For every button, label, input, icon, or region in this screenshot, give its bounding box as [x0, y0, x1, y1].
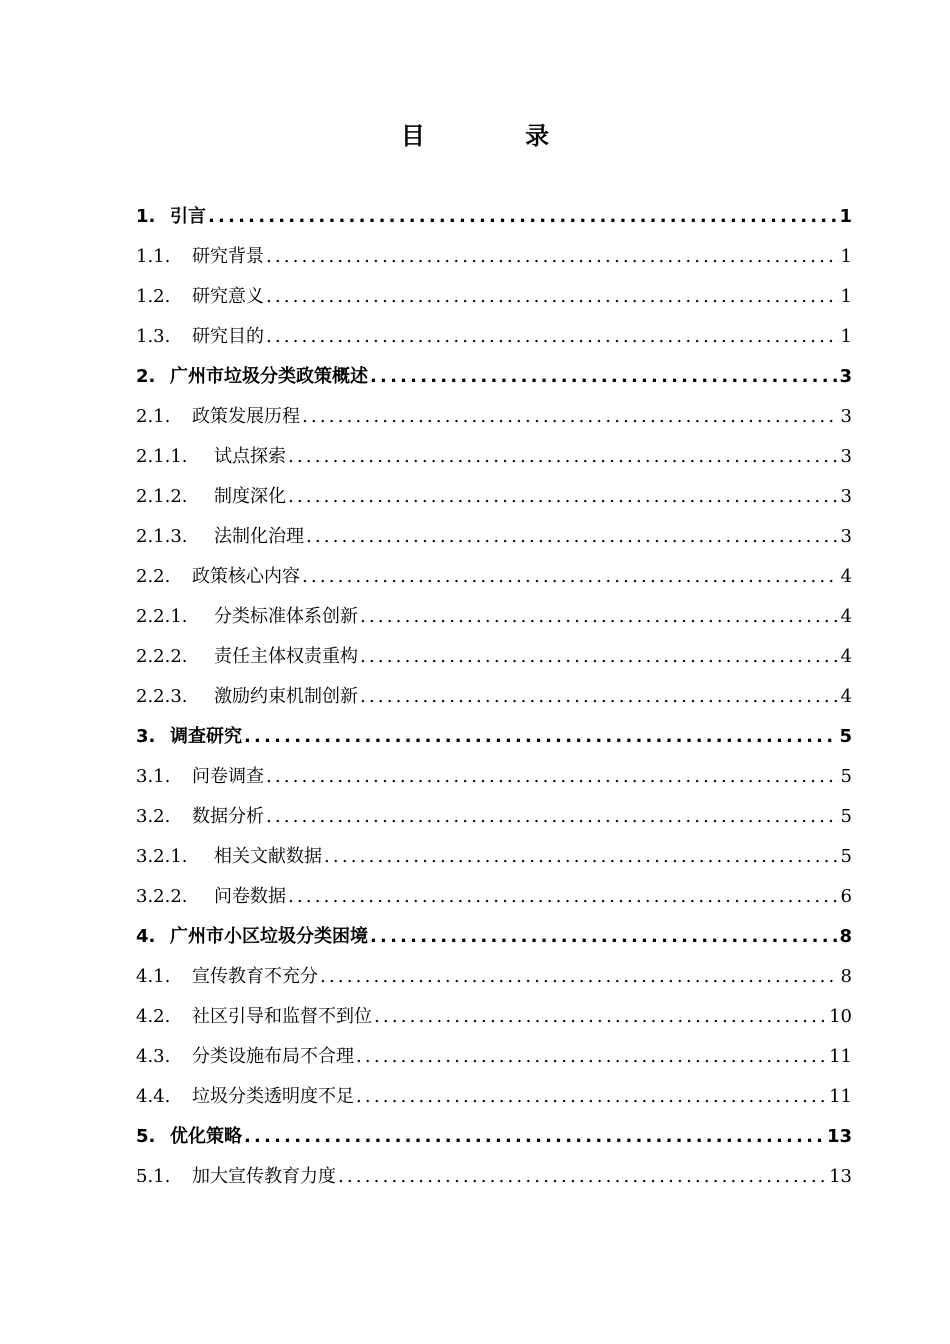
toc-entry-page-number: 4	[840, 686, 852, 707]
toc-entry-number: 2.2.1.	[136, 606, 188, 627]
toc-entry-title: 政策发展历程	[192, 406, 300, 427]
toc-entry[interactable]	[136, 317, 852, 357]
toc-dot-leader	[356, 1037, 827, 1077]
toc-entry-number: 2.	[136, 366, 156, 387]
toc-entry-title: 研究意义	[192, 286, 264, 307]
toc-entry-title: 引言	[170, 206, 206, 227]
toc-entry-number: 1.	[136, 206, 156, 227]
toc-entry-page-number: 8	[840, 966, 852, 987]
toc-dot-leader	[360, 597, 839, 637]
toc-entry-title: 问卷调查	[192, 766, 264, 787]
toc-entry[interactable]	[136, 197, 852, 237]
toc-entry-title: 法制化治理	[214, 526, 304, 547]
toc-entry-title: 调查研究	[170, 726, 242, 747]
toc-entry[interactable]	[136, 277, 852, 317]
toc-entry[interactable]	[136, 877, 852, 917]
toc-entry-title: 问卷数据	[214, 886, 286, 907]
toc-entry-title: 研究目的	[192, 326, 264, 347]
toc-entry-number: 2.1.2.	[136, 486, 188, 507]
toc-entry-title: 激励约束机制创新	[214, 686, 358, 707]
toc-entry-number: 1.3.	[136, 326, 171, 347]
toc-entry-page-number: 4	[840, 606, 852, 627]
toc-dot-leader	[338, 1157, 827, 1197]
toc-entry-title: 分类设施布局不合理	[192, 1046, 354, 1067]
toc-entry[interactable]	[136, 757, 852, 797]
toc-entry-number: 3.2.1.	[136, 846, 188, 867]
table-of-contents	[136, 197, 852, 1197]
toc-entry-title: 垃圾分类透明度不足	[192, 1086, 354, 1107]
toc-title: 目 录	[400, 122, 596, 150]
toc-entry[interactable]	[136, 237, 852, 277]
toc-entry[interactable]	[136, 597, 852, 637]
toc-entry[interactable]	[136, 477, 852, 517]
toc-entry-page-number: 11	[829, 1086, 852, 1107]
toc-entry[interactable]	[136, 837, 852, 877]
toc-entry-number: 3.2.2.	[136, 886, 188, 907]
toc-entry-number: 2.2.2.	[136, 646, 188, 667]
toc-entry-number: 3.1.	[136, 766, 171, 787]
toc-entry-title: 加大宣传教育力度	[192, 1166, 336, 1187]
toc-dot-leader	[370, 917, 837, 957]
toc-entry-number: 5.1.	[136, 1166, 171, 1187]
toc-entry-number: 4.3.	[136, 1046, 171, 1067]
toc-entry-page-number: 3	[839, 366, 852, 387]
toc-entry-number: 4.	[136, 926, 156, 947]
toc-entry-page-number: 5	[840, 766, 852, 787]
toc-dot-leader	[266, 757, 839, 797]
toc-entry-page-number: 5	[839, 726, 852, 747]
toc-entry-title: 相关文献数据	[214, 846, 322, 867]
toc-dot-leader	[360, 677, 839, 717]
toc-entry[interactable]	[136, 957, 852, 997]
toc-dot-leader	[244, 1117, 825, 1157]
toc-entry[interactable]	[136, 1157, 852, 1197]
toc-entry-page-number: 3	[840, 526, 852, 547]
toc-entry-number: 2.1.3.	[136, 526, 188, 547]
toc-entry-page-number: 3	[840, 406, 852, 427]
toc-dot-leader	[208, 197, 837, 237]
toc-entry-title: 广州市垃圾分类政策概述	[170, 366, 368, 387]
toc-dot-leader	[288, 477, 839, 517]
toc-entry-title: 优化策略	[170, 1126, 242, 1147]
toc-entry-number: 2.2.	[136, 566, 171, 587]
toc-entry-number: 4.4.	[136, 1086, 171, 1107]
toc-entry[interactable]	[136, 997, 852, 1037]
toc-entry-page-number: 10	[829, 1006, 852, 1027]
toc-entry-page-number: 11	[829, 1046, 852, 1067]
toc-entry-page-number: 3	[840, 486, 852, 507]
toc-entry-number: 4.2.	[136, 1006, 171, 1027]
toc-entry[interactable]	[136, 797, 852, 837]
toc-dot-leader	[288, 877, 839, 917]
toc-entry-number: 2.1.1.	[136, 446, 188, 467]
toc-dot-leader	[360, 637, 839, 677]
toc-entry-page-number: 5	[840, 846, 852, 867]
toc-entry[interactable]	[136, 677, 852, 717]
toc-entry-page-number: 4	[840, 566, 852, 587]
toc-entry-title: 数据分析	[192, 806, 264, 827]
toc-entry-page-number: 1	[840, 326, 852, 347]
toc-entry-number: 3.	[136, 726, 156, 747]
toc-entry-page-number: 6	[840, 886, 852, 907]
toc-entry-page-number: 1	[840, 286, 852, 307]
toc-dot-leader	[302, 557, 839, 597]
toc-entry-title: 政策核心内容	[192, 566, 300, 587]
toc-entry-number: 2.2.3.	[136, 686, 188, 707]
toc-dot-leader	[266, 277, 839, 317]
toc-entry-page-number: 3	[840, 446, 852, 467]
toc-entry-title: 研究背景	[192, 246, 264, 267]
toc-entry-page-number: 8	[839, 926, 852, 947]
toc-entry-page-number: 13	[826, 1126, 852, 1147]
toc-entry[interactable]	[136, 357, 852, 397]
toc-entry-title: 社区引导和监督不到位	[192, 1006, 372, 1027]
toc-entry[interactable]	[136, 917, 852, 957]
toc-entry-page-number: 5	[840, 806, 852, 827]
toc-entry-number: 2.1.	[136, 406, 171, 427]
toc-entry[interactable]	[136, 717, 852, 757]
toc-dot-leader	[374, 997, 827, 1037]
toc-entry-page-number: 1	[840, 246, 852, 267]
toc-entry[interactable]	[136, 397, 852, 437]
toc-entry-number: 1.2.	[136, 286, 171, 307]
toc-entry[interactable]	[136, 1037, 852, 1077]
toc-entry-title: 试点探索	[214, 446, 286, 467]
toc-entry-page-number: 1	[839, 206, 852, 227]
toc-entry[interactable]	[136, 1117, 852, 1157]
toc-dot-leader	[266, 797, 839, 837]
toc-entry[interactable]	[136, 437, 852, 477]
toc-entry-title: 责任主体权责重构	[214, 646, 358, 667]
toc-entry-number: 5.	[136, 1126, 156, 1147]
toc-dot-leader	[244, 717, 837, 757]
toc-entry-page-number: 13	[829, 1166, 852, 1187]
toc-entry[interactable]	[136, 517, 852, 557]
toc-entry-title: 制度深化	[214, 486, 286, 507]
toc-dot-leader	[266, 317, 839, 357]
toc-dot-leader	[266, 237, 839, 277]
toc-entry[interactable]	[136, 1077, 852, 1117]
toc-dot-leader	[356, 1077, 827, 1117]
toc-entry-page-number: 4	[840, 646, 852, 667]
toc-entry[interactable]	[136, 557, 852, 597]
toc-entry-title: 宣传教育不充分	[192, 966, 318, 987]
toc-dot-leader	[324, 837, 839, 877]
toc-dot-leader	[320, 957, 839, 997]
toc-dot-leader	[302, 397, 839, 437]
toc-dot-leader	[288, 437, 839, 477]
toc-entry-title: 分类标准体系创新	[214, 606, 358, 627]
toc-entry-number: 4.1.	[136, 966, 171, 987]
toc-entry-number: 1.1.	[136, 246, 171, 267]
toc-entry[interactable]	[136, 637, 852, 677]
toc-dot-leader	[370, 357, 837, 397]
toc-dot-leader	[306, 517, 839, 557]
toc-entry-title: 广州市小区垃圾分类困境	[170, 926, 368, 947]
toc-entry-number: 3.2.	[136, 806, 171, 827]
